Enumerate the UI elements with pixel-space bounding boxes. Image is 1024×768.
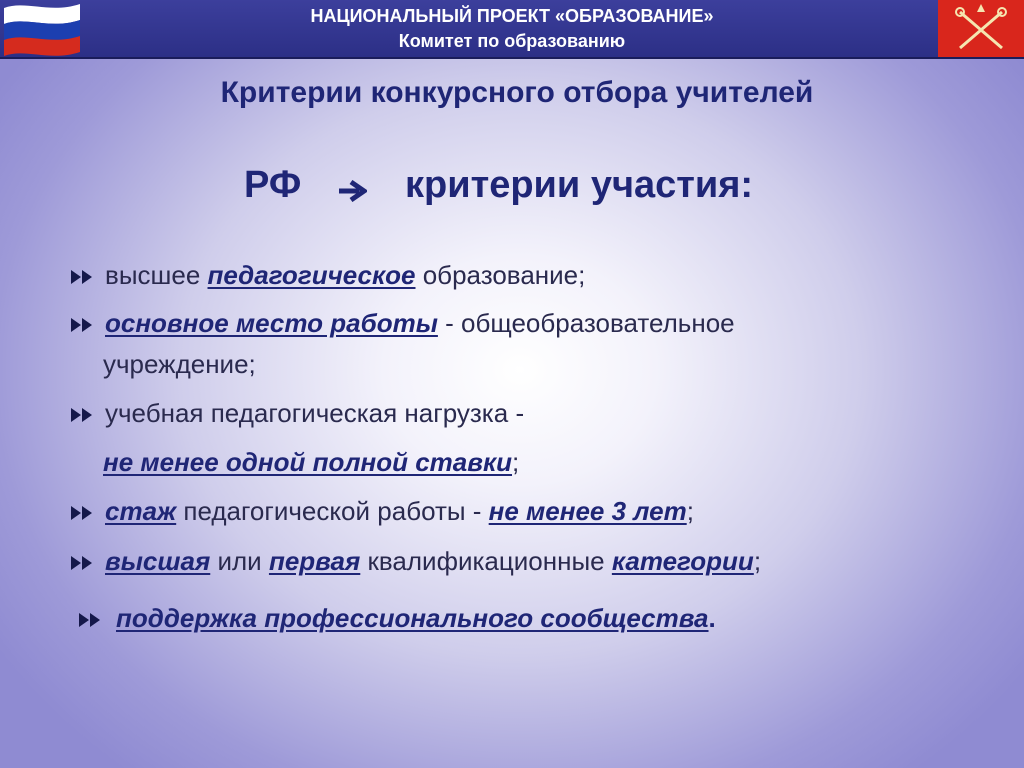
double-arrow-bullet-icon [70, 317, 94, 333]
double-arrow-bullet-icon [78, 612, 102, 628]
double-arrow-bullet-icon [70, 407, 94, 423]
header-title: НАЦИОНАЛЬНЫЙ ПРОЕКТ «ОБРАЗОВАНИЕ» [310, 6, 714, 26]
subtitle-row [0, 164, 1024, 214]
double-arrow-bullet-icon [70, 505, 94, 521]
city-emblem-icon [938, 0, 1024, 57]
header-bar [0, 0, 1024, 59]
subtitle-rf: РФ [244, 164, 302, 206]
double-arrow-bullet-icon [70, 269, 94, 285]
slide-title: Критерии конкурсного отбора учителей [220, 76, 814, 109]
arrow-right-icon [337, 180, 367, 202]
header-subtitle: Комитет по образованию [398, 31, 626, 51]
subtitle-criteria: критерии участия: [405, 164, 754, 206]
double-arrow-bullet-icon [70, 555, 94, 571]
